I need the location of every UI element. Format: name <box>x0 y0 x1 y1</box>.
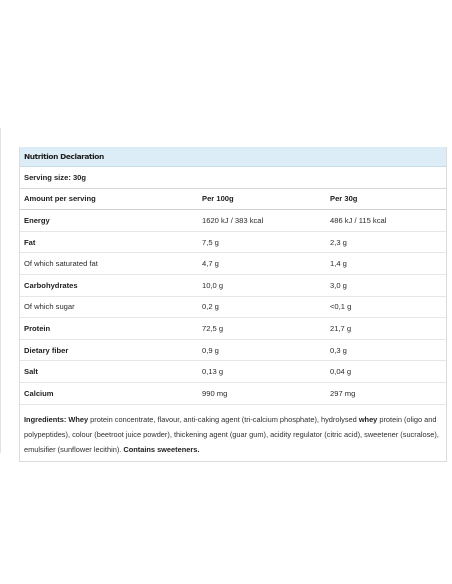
table-row <box>20 297 446 319</box>
ingredients-label: Ingredients: <box>24 414 67 424</box>
table-row <box>20 275 446 297</box>
nutrient-name: Carbohydrates <box>24 280 78 290</box>
ingredients-part: protein (oligo and polypeptides), colour (beetroot juice powder), thickening agent (guar gum), acidity regulator (citric acid), sweetener (sucralose), emulsifier (sunflower lecithin). <box>24 414 439 454</box>
ingredients-text <box>20 405 446 461</box>
ingredients-part: Whey <box>68 414 89 424</box>
value-per-100g: 4,7 g <box>202 259 219 269</box>
value-per-100g: 7,5 g <box>202 237 219 247</box>
table-row <box>20 232 446 254</box>
left-border-line <box>0 128 1 453</box>
value-per-30g: 297 mg <box>330 388 356 398</box>
nutrient-name: Protein <box>24 323 51 333</box>
value-per-100g: 0,2 g <box>202 302 219 312</box>
value-per-30g: 1,4 g <box>330 259 347 269</box>
nutrient-name: Dietary fiber <box>24 345 69 355</box>
nutrient-name: Energy <box>24 215 50 225</box>
column-header-per-30g: Per 30g <box>330 194 358 204</box>
nutrient-name: Of which saturated fat <box>24 259 98 269</box>
nutrient-name: Calcium <box>24 388 54 398</box>
value-per-30g: 3,0 g <box>330 280 347 290</box>
column-header-amount: Amount per serving <box>24 194 96 204</box>
table-row <box>20 340 446 362</box>
ingredients-part: whey <box>358 414 378 424</box>
value-per-100g: 0,9 g <box>202 345 219 355</box>
table-row <box>20 253 446 275</box>
table-header <box>20 189 446 211</box>
value-per-100g: 1620 kJ / 383 kcal <box>202 215 264 225</box>
value-per-30g: 0,3 g <box>330 345 347 355</box>
serving-size-label: Serving size: 30g <box>24 172 87 182</box>
value-per-30g: 0,04 g <box>330 367 352 377</box>
value-per-100g: 72,5 g <box>202 323 224 333</box>
table-row <box>20 210 446 232</box>
nutrient-rows <box>20 210 446 404</box>
table-row <box>20 318 446 340</box>
table-row <box>20 383 446 405</box>
nutrition-panel <box>19 147 447 462</box>
ingredients-part: Contains sweeteners. <box>123 444 200 454</box>
value-per-30g: 486 kJ / 115 kcal <box>330 215 387 225</box>
table-row <box>20 361 446 383</box>
value-per-30g: 21,7 g <box>330 323 352 333</box>
column-header-per-100g: Per 100g <box>202 194 234 204</box>
nutrient-name: Salt <box>24 367 38 377</box>
value-per-30g: <0,1 g <box>330 302 352 312</box>
serving-size-row <box>20 167 446 189</box>
nutrient-name: Fat <box>24 237 36 247</box>
value-per-100g: 990 mg <box>202 388 228 398</box>
value-per-30g: 2,3 g <box>330 237 347 247</box>
ingredients-part: protein concentrate, flavour, anti-caking agent (tri-calcium phosphate), hydrolysed <box>88 414 359 424</box>
nutrient-name: Of which sugar <box>24 302 75 312</box>
value-per-100g: 0,13 g <box>202 367 224 377</box>
panel-title: Nutrition Declaration <box>20 147 446 167</box>
value-per-100g: 10,0 g <box>202 280 224 290</box>
